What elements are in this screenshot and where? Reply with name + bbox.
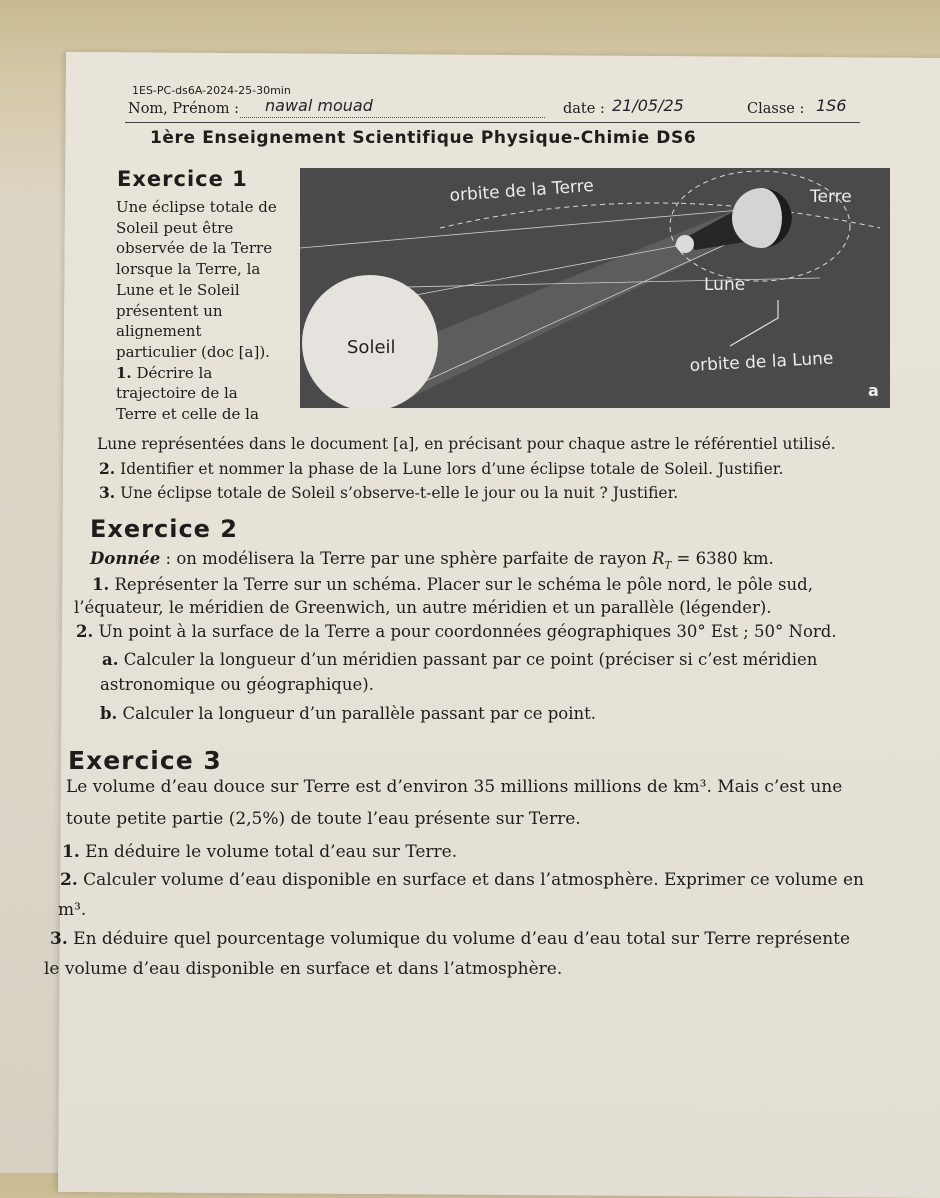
question-text: Un point à la surface de la Terre a pour coordonnées géographiques 30° Est ; 50° Nord. [98, 622, 837, 641]
exercise-3-intro-line-2: toute petite partie (2,5%) de toute l’eau présente sur Terre. [66, 809, 581, 829]
intro-line: Une éclipse totale de [116, 198, 277, 216]
question-number: 1. [92, 575, 110, 594]
exercise-3-question-2 [60, 870, 864, 890]
question-text: En déduire quel pourcentage volumique du volume d’eau d’eau total sur Terre représente [73, 929, 851, 949]
question-number: 2. [76, 622, 94, 641]
question-1-line: trajectoire de la [116, 384, 238, 403]
date-value: 21/05/25 [612, 96, 684, 115]
exercise-2-question-b [100, 704, 596, 723]
question-number: 3. [50, 929, 68, 949]
question-text: Représenter la Terre sur un schéma. Placer sur le schéma le pôle nord, le pôle sud, [114, 575, 813, 594]
question-text: Une éclipse totale de Soleil s’observe-t-elle le jour ou la nuit ? Justifier. [120, 484, 679, 502]
label-moon: Lune [704, 275, 746, 295]
question-text: Décrire la [136, 363, 213, 382]
question-number: 2. [60, 870, 78, 890]
radius-subscript: T [664, 560, 672, 572]
question-1-line-2: l’équateur, le méridien de Greenwich, un autre méridien et un parallèle (légender). [74, 598, 772, 617]
label-earth-orbit: orbite de la Terre [448, 175, 595, 206]
header-rule [125, 122, 860, 123]
label-moon-orbit: orbite de la Lune [689, 348, 834, 376]
exercise-1-question-2 [99, 459, 783, 478]
question-text: Identifier et nommer la phase de la Lune lors d’une éclipse totale de Soleil. Justifier. [120, 460, 784, 478]
exercise-1-question-3 [99, 483, 678, 502]
moon [676, 235, 694, 253]
exercise-1-intro [116, 197, 277, 425]
eclipse-diagram [300, 168, 890, 408]
name-value: nawal mouad [265, 96, 373, 115]
page-title: 1ère Enseignement Scientifique Physique-Chimie DS6 [150, 128, 697, 148]
name-label: Nom, Prénom : [128, 101, 239, 117]
exercise-3-question-3 [50, 929, 850, 949]
question-a-line-2: astronomique ou géographique). [100, 675, 374, 694]
exercise-2-question-1 [92, 575, 813, 594]
class-value: 1S6 [816, 96, 847, 115]
exercise-2-heading: Exercice 2 [90, 515, 238, 543]
question-text: Calculer la longueur d’un parallèle passant par ce point. [122, 704, 597, 723]
question-number: 3. [99, 483, 116, 502]
question-number: 1. [116, 363, 132, 382]
exercise-1-heading: Exercice 1 [117, 167, 248, 191]
data-label: Donnée [90, 549, 161, 568]
label-sun: Soleil [347, 337, 396, 358]
date-label: date : [563, 101, 605, 117]
label-earth: Terre [810, 187, 852, 207]
exercise-2-question-a [102, 650, 817, 669]
exercise-3-heading: Exercice 3 [68, 746, 222, 775]
question-number: 2. [99, 459, 116, 478]
question-number: b. [100, 704, 118, 723]
data-text: : on modélisera la Terre par une sphère parfaite de rayon [160, 549, 653, 568]
intro-line: observée de la Terre [116, 239, 273, 258]
exercise-3-question-1 [62, 842, 457, 862]
radius-value: = 6380 km. [671, 549, 774, 568]
class-label: Classe : [747, 101, 805, 117]
intro-line: alignement [116, 322, 202, 341]
question-2-line-2: m³. [58, 900, 87, 920]
label-doc: a [868, 381, 879, 400]
exercise-2-data [90, 549, 774, 571]
question-text: Calculer la longueur d’un méridien passant par ce point (préciser si c’est méridien [123, 650, 818, 669]
document-reference: 1ES-PC-ds6A-2024-25-30min [132, 84, 291, 97]
intro-line: lorsque la Terre, la [116, 260, 261, 279]
question-1-line: Terre et celle de la [116, 405, 259, 424]
intro-line: Soleil peut être [116, 218, 234, 237]
intro-line: présentent un [116, 301, 223, 320]
question-1-start [116, 363, 277, 384]
question-text: Calculer volume d’eau disponible en surface et dans l’atmosphère. Exprimer ce volume en [83, 870, 864, 890]
question-number: 1. [62, 842, 80, 862]
question-text: En déduire le volume total d’eau sur Terre. [85, 842, 458, 862]
intro-line: Lune et le Soleil [116, 280, 240, 299]
exercise-3-intro-line-1: Le volume d’eau douce sur Terre est d’environ 35 millions millions de km³. Mais c’est une [66, 777, 843, 797]
question-3-line-2: le volume d’eau disponible en surface et dans l’atmosphère. [44, 959, 563, 979]
question-1-continuation: Lune représentées dans le document [a], en précisant pour chaque astre le référentiel utilisé. [97, 435, 836, 453]
intro-line: particulier (doc [a]). [116, 342, 270, 361]
question-number: a. [102, 650, 119, 669]
name-dotted-line [240, 117, 545, 118]
exercise-2-question-2 [76, 622, 837, 641]
radius-symbol: R [652, 549, 665, 568]
